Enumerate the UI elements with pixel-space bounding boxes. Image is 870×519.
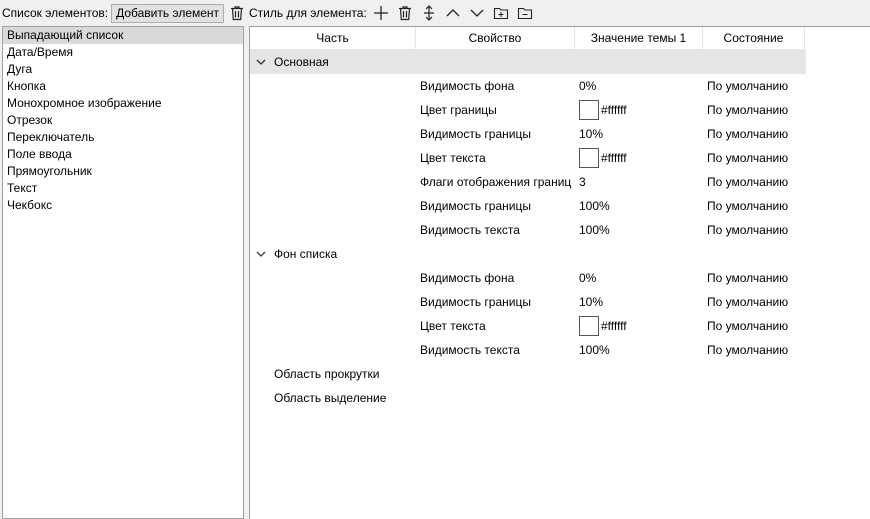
element-list-toolbar (0, 0, 245, 26)
table-row[interactable] (250, 74, 806, 98)
property-name: Цвет границы (420, 103, 497, 117)
element-list-label: Список элементов: (2, 6, 109, 20)
folder-minus-icon[interactable] (513, 3, 537, 23)
table-row[interactable] (250, 194, 806, 218)
value-text: 100% (579, 223, 610, 237)
part-name: Область выделение (274, 391, 387, 405)
list-item[interactable]: Переключатель (7, 130, 95, 144)
property-name: Цвет текста (420, 319, 486, 333)
list-item[interactable]: Выпадающий список (3, 27, 243, 44)
list-item[interactable]: Кнопка (7, 79, 46, 93)
property-name: Видимость границы (420, 199, 531, 213)
property-state: По умолчанию (707, 79, 789, 93)
value-text: 0% (579, 79, 597, 93)
table-row[interactable] (250, 266, 806, 290)
property-value[interactable] (579, 79, 596, 93)
tree-group-row[interactable] (250, 242, 806, 266)
list-item[interactable]: Прямоугольник (7, 164, 92, 178)
value-text: 3 (579, 175, 586, 189)
property-name: Видимость текста (420, 223, 520, 237)
property-state: По умолчанию (707, 271, 789, 285)
property-state: По умолчанию (707, 295, 789, 309)
column-header-property[interactable]: Свойство (416, 27, 575, 50)
chevron-down-icon[interactable] (255, 248, 267, 260)
table-row[interactable] (250, 314, 806, 338)
tree-part-row[interactable] (250, 386, 806, 410)
property-name: Видимость фона (420, 271, 515, 285)
add-element-button[interactable]: Добавить элемент (111, 4, 224, 23)
property-value[interactable] (579, 316, 627, 336)
value-text: 10% (579, 295, 604, 309)
tree-group-row[interactable] (250, 50, 806, 74)
property-value[interactable] (579, 271, 596, 285)
property-name: Видимость текста (420, 343, 520, 357)
column-header-theme-value[interactable]: Значение темы 1 (575, 27, 703, 50)
color-swatch[interactable] (579, 100, 599, 120)
property-state: По умолчанию (707, 223, 789, 237)
part-name: Основная (274, 55, 329, 69)
style-toolbar (249, 0, 870, 26)
color-swatch[interactable] (579, 316, 599, 336)
plus-icon[interactable] (369, 3, 393, 23)
property-value[interactable] (579, 199, 610, 213)
move-vertical-icon[interactable] (417, 3, 441, 23)
list-item[interactable]: Дуга (7, 62, 33, 76)
color-swatch[interactable] (579, 148, 599, 168)
property-value[interactable] (579, 100, 627, 120)
property-value[interactable] (579, 223, 610, 237)
list-item[interactable]: Отрезок (7, 113, 53, 127)
property-value[interactable] (579, 175, 586, 189)
trash-icon[interactable] (393, 3, 417, 23)
trash-icon[interactable] (228, 3, 245, 23)
table-row[interactable] (250, 122, 806, 146)
property-state: По умолчанию (707, 199, 789, 213)
table-row[interactable] (250, 290, 806, 314)
property-value[interactable] (579, 343, 610, 357)
value-text: 100% (579, 199, 610, 213)
table-row[interactable] (250, 146, 806, 170)
property-state: По умолчанию (707, 127, 789, 141)
table-row[interactable] (250, 98, 806, 122)
value-text: 10% (579, 127, 604, 141)
property-value[interactable] (579, 127, 603, 141)
value-text: #ffffff (601, 103, 627, 117)
property-state: По умолчанию (707, 103, 789, 117)
property-name: Цвет текста (420, 151, 486, 165)
property-name: Флаги отображения границ (420, 175, 572, 189)
property-name: Видимость фона (420, 79, 515, 93)
value-text: #ffffff (601, 319, 627, 333)
list-item[interactable]: Монохромное изображение (7, 96, 162, 110)
element-list[interactable] (2, 26, 244, 519)
chevron-down-icon[interactable] (255, 56, 267, 68)
value-text: 0% (579, 271, 597, 285)
chevron-up-icon[interactable] (441, 3, 465, 23)
list-item[interactable]: Текст (7, 181, 38, 195)
property-value[interactable] (579, 148, 627, 168)
table-row[interactable] (250, 170, 806, 194)
style-tree[interactable] (249, 26, 870, 519)
list-item[interactable]: Поле ввода (7, 147, 72, 161)
table-row[interactable] (250, 338, 806, 362)
property-state: По умолчанию (707, 343, 789, 357)
property-state: По умолчанию (707, 151, 789, 165)
column-header-part[interactable]: Часть (250, 27, 416, 50)
property-state: По умолчанию (707, 319, 789, 333)
property-name: Видимость границы (420, 295, 531, 309)
table-row[interactable] (250, 218, 806, 242)
chevron-down-icon[interactable] (465, 3, 489, 23)
folder-plus-icon[interactable] (489, 3, 513, 23)
column-header-state[interactable]: Состояние (703, 27, 805, 50)
property-name: Видимость границы (420, 127, 531, 141)
value-text: 100% (579, 343, 610, 357)
list-item[interactable]: Дата/Время (7, 45, 74, 59)
value-text: #ffffff (601, 151, 627, 165)
tree-part-row[interactable] (250, 362, 806, 386)
part-name: Область прокрутки (274, 367, 380, 381)
property-value[interactable] (579, 295, 603, 309)
tree-header (250, 27, 805, 50)
property-state: По умолчанию (707, 175, 789, 189)
style-for-element-label: Стиль для элемента: (249, 6, 367, 20)
part-name: Фон списка (274, 247, 338, 261)
list-item[interactable]: Чекбокс (7, 198, 53, 212)
